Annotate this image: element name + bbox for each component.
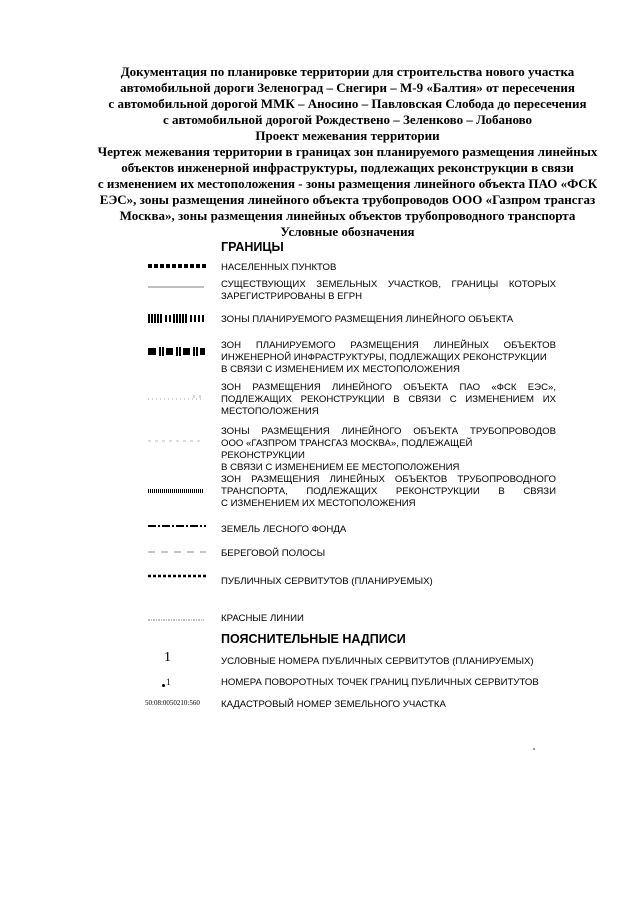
legend-label: ЗОН РАЗМЕЩЕНИЯ ЛИНЕЙНЫХ ОБЪЕКТОВ ТРУБОПРОВОДНОГО ТРАНСПОРТА, ПОДЛЕЖАЩИХ РЕКОНСТРУКЦИИ В СВЯЗИ С ИЗМЕНЕНИЕМ ИХ МЕСТОПОЛОЖЕНИЯ — [221, 474, 556, 509]
title-line: Проект межевания территории — [255, 128, 440, 143]
fsk-zone-symbol — [148, 394, 208, 402]
red-line-symbol — [148, 617, 208, 623]
legend-label: ПУБЛИЧНЫХ СЕРВИТУТОВ (ПЛАНИРУЕМЫХ) — [221, 576, 433, 587]
legend-label: ЗЕМЕЛЬ ЛЕСНОГО ФОНДА — [221, 524, 347, 535]
title-line: с автомобильной дорогой Рождествено – Зеленково – Лобаново — [162, 112, 533, 127]
legend-label: СУЩЕСТВУЮЩИХ ЗЕМЕЛЬНЫХ УЧАСТКОВ, ГРАНИЦЫ КОТОРЫХ ЗАРЕГИСТРИРОВАНЫ В ЕГРН — [221, 279, 556, 302]
section-boundaries-heading: ГРАНИЦЫ — [221, 240, 284, 254]
legend-label: ЗОНЫ РАЗМЕЩЕНИЯ ЛИНЕЙНОГО ОБЪЕКТА ТРУБОПРОВОДОВ ООО «ГАЗПРОМ ТРАНСГАЗ МОСКВА», ПОДЛЕЖАЩЕЙ РЕКОНСТРУКЦИИ В СВЯЗИ С ИЗМЕНЕНИЕМ ЕЕ МЕСТОПОЛОЖЕНИЯ — [221, 426, 556, 473]
planned-zone-symbol — [148, 314, 208, 324]
document-title — [95, 64, 600, 240]
legend-label: НАСЕЛЕННЫХ ПУНКТОВ — [221, 262, 337, 273]
land-plot-boundary-symbol — [148, 285, 208, 289]
legend-label: КРАСНЫЕ ЛИНИИ — [221, 613, 304, 624]
cadastral-number-sample: 50:08:0050210:560 — [145, 699, 200, 707]
public-easement-symbol — [148, 573, 208, 579]
legend-label: КАДАСТРОВЫЙ НОМЕР ЗЕМЕЛЬНОГО УЧАСТКА — [221, 699, 446, 710]
infrastructure-zone-symbol — [148, 347, 208, 357]
legend-label: НОМЕРА ПОВОРОТНЫХ ТОЧЕК ГРАНИЦ ПУБЛИЧНЫХ СЕРВИТУТОВ — [221, 677, 539, 688]
legend-heading: Условные обозначения — [280, 224, 415, 239]
shore-strip-symbol — [148, 549, 208, 555]
legend-label: ЗОНЫ ПЛАНИРУЕМОГО РАЗМЕЩЕНИЯ ЛИНЕЙНОГО ОБЪЕКТА — [221, 314, 514, 325]
title-line: объектов инженерной инфраструктуры, подлежащих реконструкции в связи — [121, 160, 574, 175]
legend-label: ЗОН ПЛАНИРУЕМОГО РАЗМЕЩЕНИЯ ЛИНЕЙНЫХ ОБЪЕКТОВ ИНЖЕНЕРНОЙ ИНФРАСТРУКТУРЫ, ПОДЛЕЖАЩИХ РЕКОНСТРУКЦИИ В СВЯЗИ С ИЗМЕНЕНИЕМ ИХ МЕСТОПОЛОЖЕНИЯ — [221, 340, 556, 375]
title-line: Документация по планировке территории для строительства нового участка — [120, 64, 575, 79]
easement-number-sample: 1 — [164, 650, 171, 665]
settlement-boundary-symbol — [148, 262, 208, 270]
title-line: с автомобильной дорогой ММК – Аносино – Павловская Слобода до пересечения — [108, 96, 587, 111]
legend-label: ЗОН РАЗМЕЩЕНИЯ ЛИНЕЙНОГО ОБЪЕКТА ПАО «ФСК ЕЭС», ПОДЛЕЖАЩИХ РЕКОНСТРУКЦИИ В СВЯЗИ С ИЗМЕНЕНИЕМ ИХ МЕСТОПОЛОЖЕНИЯ — [221, 382, 556, 417]
forest-fund-symbol — [148, 523, 208, 529]
title-line: с изменением их местоположения - зоны размещения линейного объекта ПАО «ФСК — [97, 176, 598, 191]
title-line: ЕЭС», зоны размещения линейного объекта трубопроводов ООО «Газпром трансгаз — [99, 192, 596, 207]
gazprom-zone-symbol — [148, 438, 208, 444]
turning-point-marker — [162, 684, 165, 687]
section-notes-heading: ПОЯСНИТЕЛЬНЫЕ НАДПИСИ — [221, 632, 406, 646]
stray-mark — [533, 748, 535, 750]
title-line: Москва», зоны размещения линейных объектов трубопроводного транспорта — [119, 208, 576, 223]
pipeline-zone-symbol — [148, 488, 208, 494]
legend-label: БЕРЕГОВОЙ ПОЛОСЫ — [221, 548, 326, 559]
turning-point-number-sample: 1 — [166, 677, 171, 687]
legend-label: УСЛОВНЫЕ НОМЕРА ПУБЛИЧНЫХ СЕРВИТУТОВ (ПЛАНИРУЕМЫХ) — [221, 656, 534, 667]
title-line: автомобильной дороги Зеленоград – Снегири – М-9 «Балтия» от пересечения — [120, 80, 575, 95]
title-line: Чертеж межевания территории в границах зон планируемого размещения линейных — [97, 144, 598, 159]
